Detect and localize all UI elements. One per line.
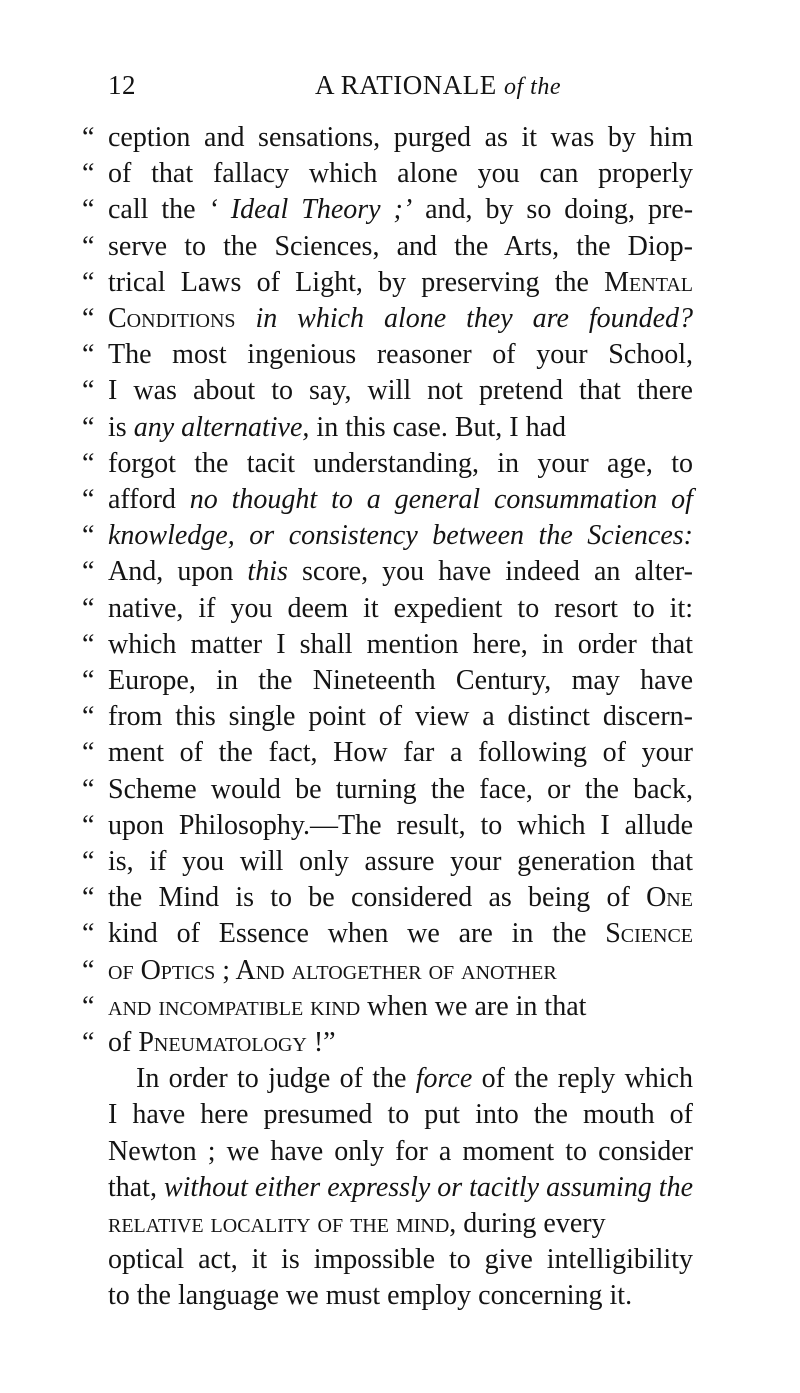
line-text — [108, 1243, 693, 1277]
line-text — [108, 917, 693, 951]
text-segment: to the language we must employ concerning it. — [108, 1280, 633, 1312]
text-segment: of that fallacy which alone you can properly — [108, 158, 693, 190]
small-caps-text: Mental — [604, 266, 693, 298]
line-text — [108, 483, 693, 517]
quote-mark: “ — [82, 556, 95, 588]
quote-mark: “ — [82, 122, 95, 153]
line-text — [108, 121, 693, 155]
line-text — [108, 1279, 632, 1313]
line-text — [108, 555, 693, 589]
line-text — [108, 1207, 606, 1241]
text-segment: kind of Essence when we are in the — [108, 918, 606, 950]
line-text — [108, 736, 693, 770]
text-segment: forgot the tacit understanding, in your age, to — [108, 447, 694, 479]
text-segment: I have here presumed to put into the mouth of — [108, 1099, 693, 1131]
line-text — [108, 302, 693, 336]
text-segment: when we are in that — [360, 990, 587, 1022]
quote-mark: “ — [82, 303, 95, 334]
text-segment: ception and sensations, purged as it was by him — [108, 122, 693, 153]
quote-mark: “ — [82, 701, 95, 733]
text-segment: native, if you deem it expedient to resort to it: — [108, 592, 694, 624]
line-text — [108, 157, 693, 191]
quote-mark: “ — [82, 375, 95, 407]
quote-mark: “ — [82, 339, 95, 371]
line-text — [108, 266, 693, 300]
quote-mark: “ — [82, 266, 95, 298]
line-text — [108, 845, 693, 879]
quote-mark: “ — [82, 918, 95, 950]
line-text — [108, 700, 693, 734]
line-text — [108, 954, 557, 988]
line-text — [108, 1026, 336, 1060]
quote-mark: “ — [82, 665, 95, 696]
text-segment: optical act, it is impossible to give intelligibility — [108, 1244, 693, 1276]
line-text — [108, 881, 693, 915]
running-title — [315, 70, 561, 101]
quote-mark: “ — [82, 447, 95, 479]
line-text — [108, 230, 693, 264]
quote-mark: “ — [82, 484, 95, 515]
text-segment: that, — [108, 1171, 164, 1203]
small-caps-text: and incompatible kind — [108, 990, 361, 1022]
text-segment: of — [108, 1027, 139, 1058]
text-segment: I was about to say, will not pretend that there — [108, 375, 693, 407]
text-segment: serve to the Sciences, and the Arts, the Diop- — [108, 230, 693, 262]
line-text — [108, 809, 693, 843]
text-segment: is — [108, 411, 134, 443]
quote-mark: “ — [82, 628, 95, 660]
line-text — [108, 1171, 693, 1205]
italic-text: force — [415, 1063, 473, 1095]
small-caps-text: relative locality of the mind, — [108, 1208, 457, 1239]
text-segment: upon Philosophy.—The result, to which I allude — [108, 809, 693, 841]
quote-mark: “ — [82, 737, 95, 769]
text-segment: from this single point of view a distinct discern- — [108, 701, 694, 733]
italic-text: knowledge, or consistency between the Sciences: — [108, 520, 694, 552]
quote-mark: “ — [82, 846, 95, 877]
text-segment: The most ingenious reasoner of your School, — [108, 339, 694, 371]
quote-mark: “ — [82, 194, 95, 226]
small-caps-text: One — [646, 882, 693, 914]
italic-text: no thought to a general consummation of — [189, 484, 693, 515]
quote-mark: “ — [82, 411, 95, 443]
line-text — [108, 628, 693, 662]
small-caps-text: Conditions — [108, 303, 236, 334]
running-title-main: A RATIONALE — [315, 70, 497, 100]
text-segment — [236, 303, 256, 334]
text-segment: which matter I shall mention here, in order that — [108, 628, 693, 660]
text-segment: In order to judge of the — [136, 1063, 416, 1095]
line-text — [108, 592, 693, 626]
line-text — [108, 193, 693, 227]
small-caps-text: Pneumatology — [138, 1027, 307, 1058]
text-segment: Newton ; we have only for a moment to consider — [108, 1135, 693, 1167]
running-header — [108, 70, 688, 110]
text-segment: is, if you will only assure your generation that — [108, 846, 694, 877]
line-text — [108, 990, 586, 1024]
italic-text: this — [247, 556, 288, 588]
small-caps-text: of Optics ; And altogether of another — [108, 954, 557, 986]
italic-text: in which alone they are founded? — [255, 303, 694, 334]
text-segment: !” — [306, 1027, 336, 1058]
line-text — [108, 338, 693, 372]
text-segment: call the — [108, 194, 209, 226]
text-segment: of the reply which — [472, 1063, 694, 1095]
quote-mark: “ — [82, 773, 95, 805]
quote-mark: “ — [82, 592, 95, 624]
line-text — [108, 411, 566, 445]
running-title-suffix: of the — [504, 74, 561, 100]
text-segment: And, upon — [108, 556, 248, 588]
quote-mark: “ — [82, 809, 95, 841]
small-caps-text: Science — [605, 918, 694, 950]
text-segment: in this case. But, I had — [309, 411, 567, 443]
text-segment: afford — [108, 484, 190, 515]
text-segment: during every — [456, 1208, 606, 1239]
quote-mark: “ — [82, 990, 95, 1022]
text-segment: ment of the fact, How far a following of your — [108, 737, 693, 769]
line-text — [108, 519, 693, 553]
text-segment: score, you have indeed an alter- — [287, 556, 693, 588]
page-number: 12 — [108, 70, 136, 100]
quote-mark: “ — [82, 882, 95, 914]
text-segment: and, by so doing, pre- — [412, 194, 694, 226]
line-text — [108, 664, 693, 698]
line-text — [108, 773, 693, 807]
text-segment: trical Laws of Light, by preserving the — [108, 266, 605, 298]
line-text — [136, 1062, 693, 1096]
quote-mark: “ — [82, 1027, 95, 1058]
text-segment: Scheme would be turning the face, or the back, — [108, 773, 693, 805]
line-text — [108, 1135, 693, 1169]
line-text — [108, 1098, 693, 1132]
quote-mark: “ — [82, 520, 95, 552]
italic-text: ‘ Ideal Theory ;’ — [208, 194, 413, 226]
italic-text: any alternative, — [133, 411, 310, 443]
italic-text: without either expressly or tacitly assuming the — [163, 1171, 693, 1203]
line-text — [108, 447, 693, 481]
text-segment: the Mind is to be considered as being of — [108, 882, 647, 914]
quote-mark: “ — [82, 158, 95, 190]
quote-mark: “ — [82, 954, 95, 986]
line-text — [108, 374, 693, 408]
text-segment: Europe, in the Nineteenth Century, may have — [108, 665, 693, 696]
quote-mark: “ — [82, 230, 95, 262]
